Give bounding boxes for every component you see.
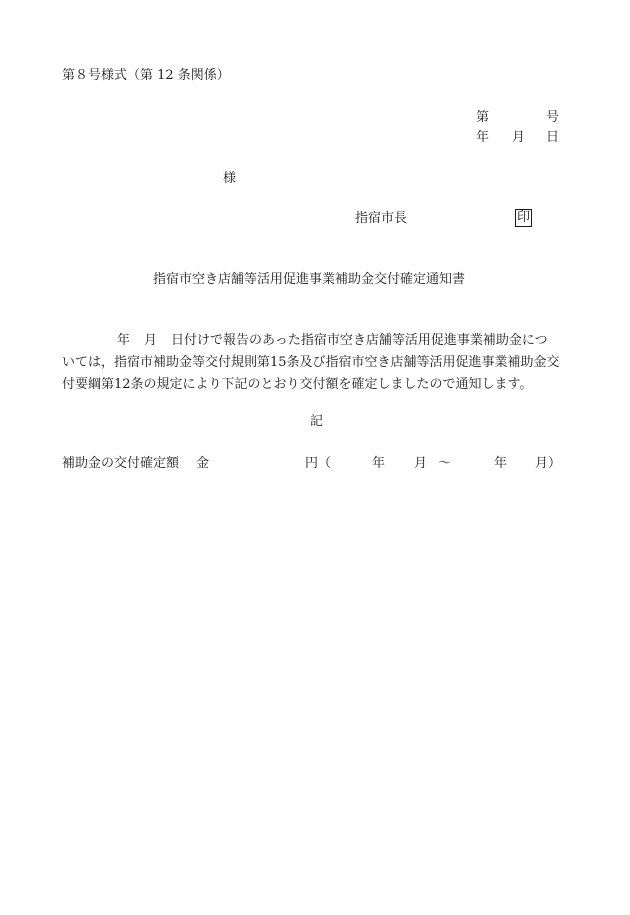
period-end-month: 月） [535,456,562,471]
body-line-1-rest: 日付けで報告のあった指宿市空き店舗等活用促進事業補助金につ [171,333,548,348]
date-day: 日 [546,130,560,145]
body-line-1 [62,330,582,352]
date-year: 年 [476,130,490,145]
document-number-suffix: 号 [546,110,560,125]
document-title: 指宿市空き店舗等活用促進事業補助金交付確定通知書 [153,272,466,287]
amount-yen: 円（ [305,456,332,471]
body-date-year: 年 [117,333,131,348]
body-paragraph [62,330,582,396]
period-start-year: 年 [372,456,386,471]
form-label: 第８号様式（第 12 条関係） [62,68,230,83]
body-line-3: 付要綱第12条の規定により下記のとおり交付額を確定しましたので通知します。 [62,377,533,392]
recipient-honorific: 様 [223,171,237,186]
ki-heading: 記 [310,414,324,429]
body-line-2: いては，指宿市補助金等交付規則第15条及び指宿市空き店舗等活用促進事業補助金交 [62,355,560,370]
amount-label: 補助金の交付確定額 [62,456,180,471]
period-start-month: 月 [414,456,428,471]
period-end-year: 年 [494,456,508,471]
seal-mark: 印 [517,210,531,225]
body-date-month: 月 [144,333,158,348]
date-month: 月 [512,130,526,145]
document-number-prefix: 第 [476,110,490,125]
sender-name: 指宿市長 [355,211,408,226]
amount-currency: 金 [196,456,210,471]
seal-stamp [515,209,532,227]
period-tilde: 〜 [438,456,452,471]
